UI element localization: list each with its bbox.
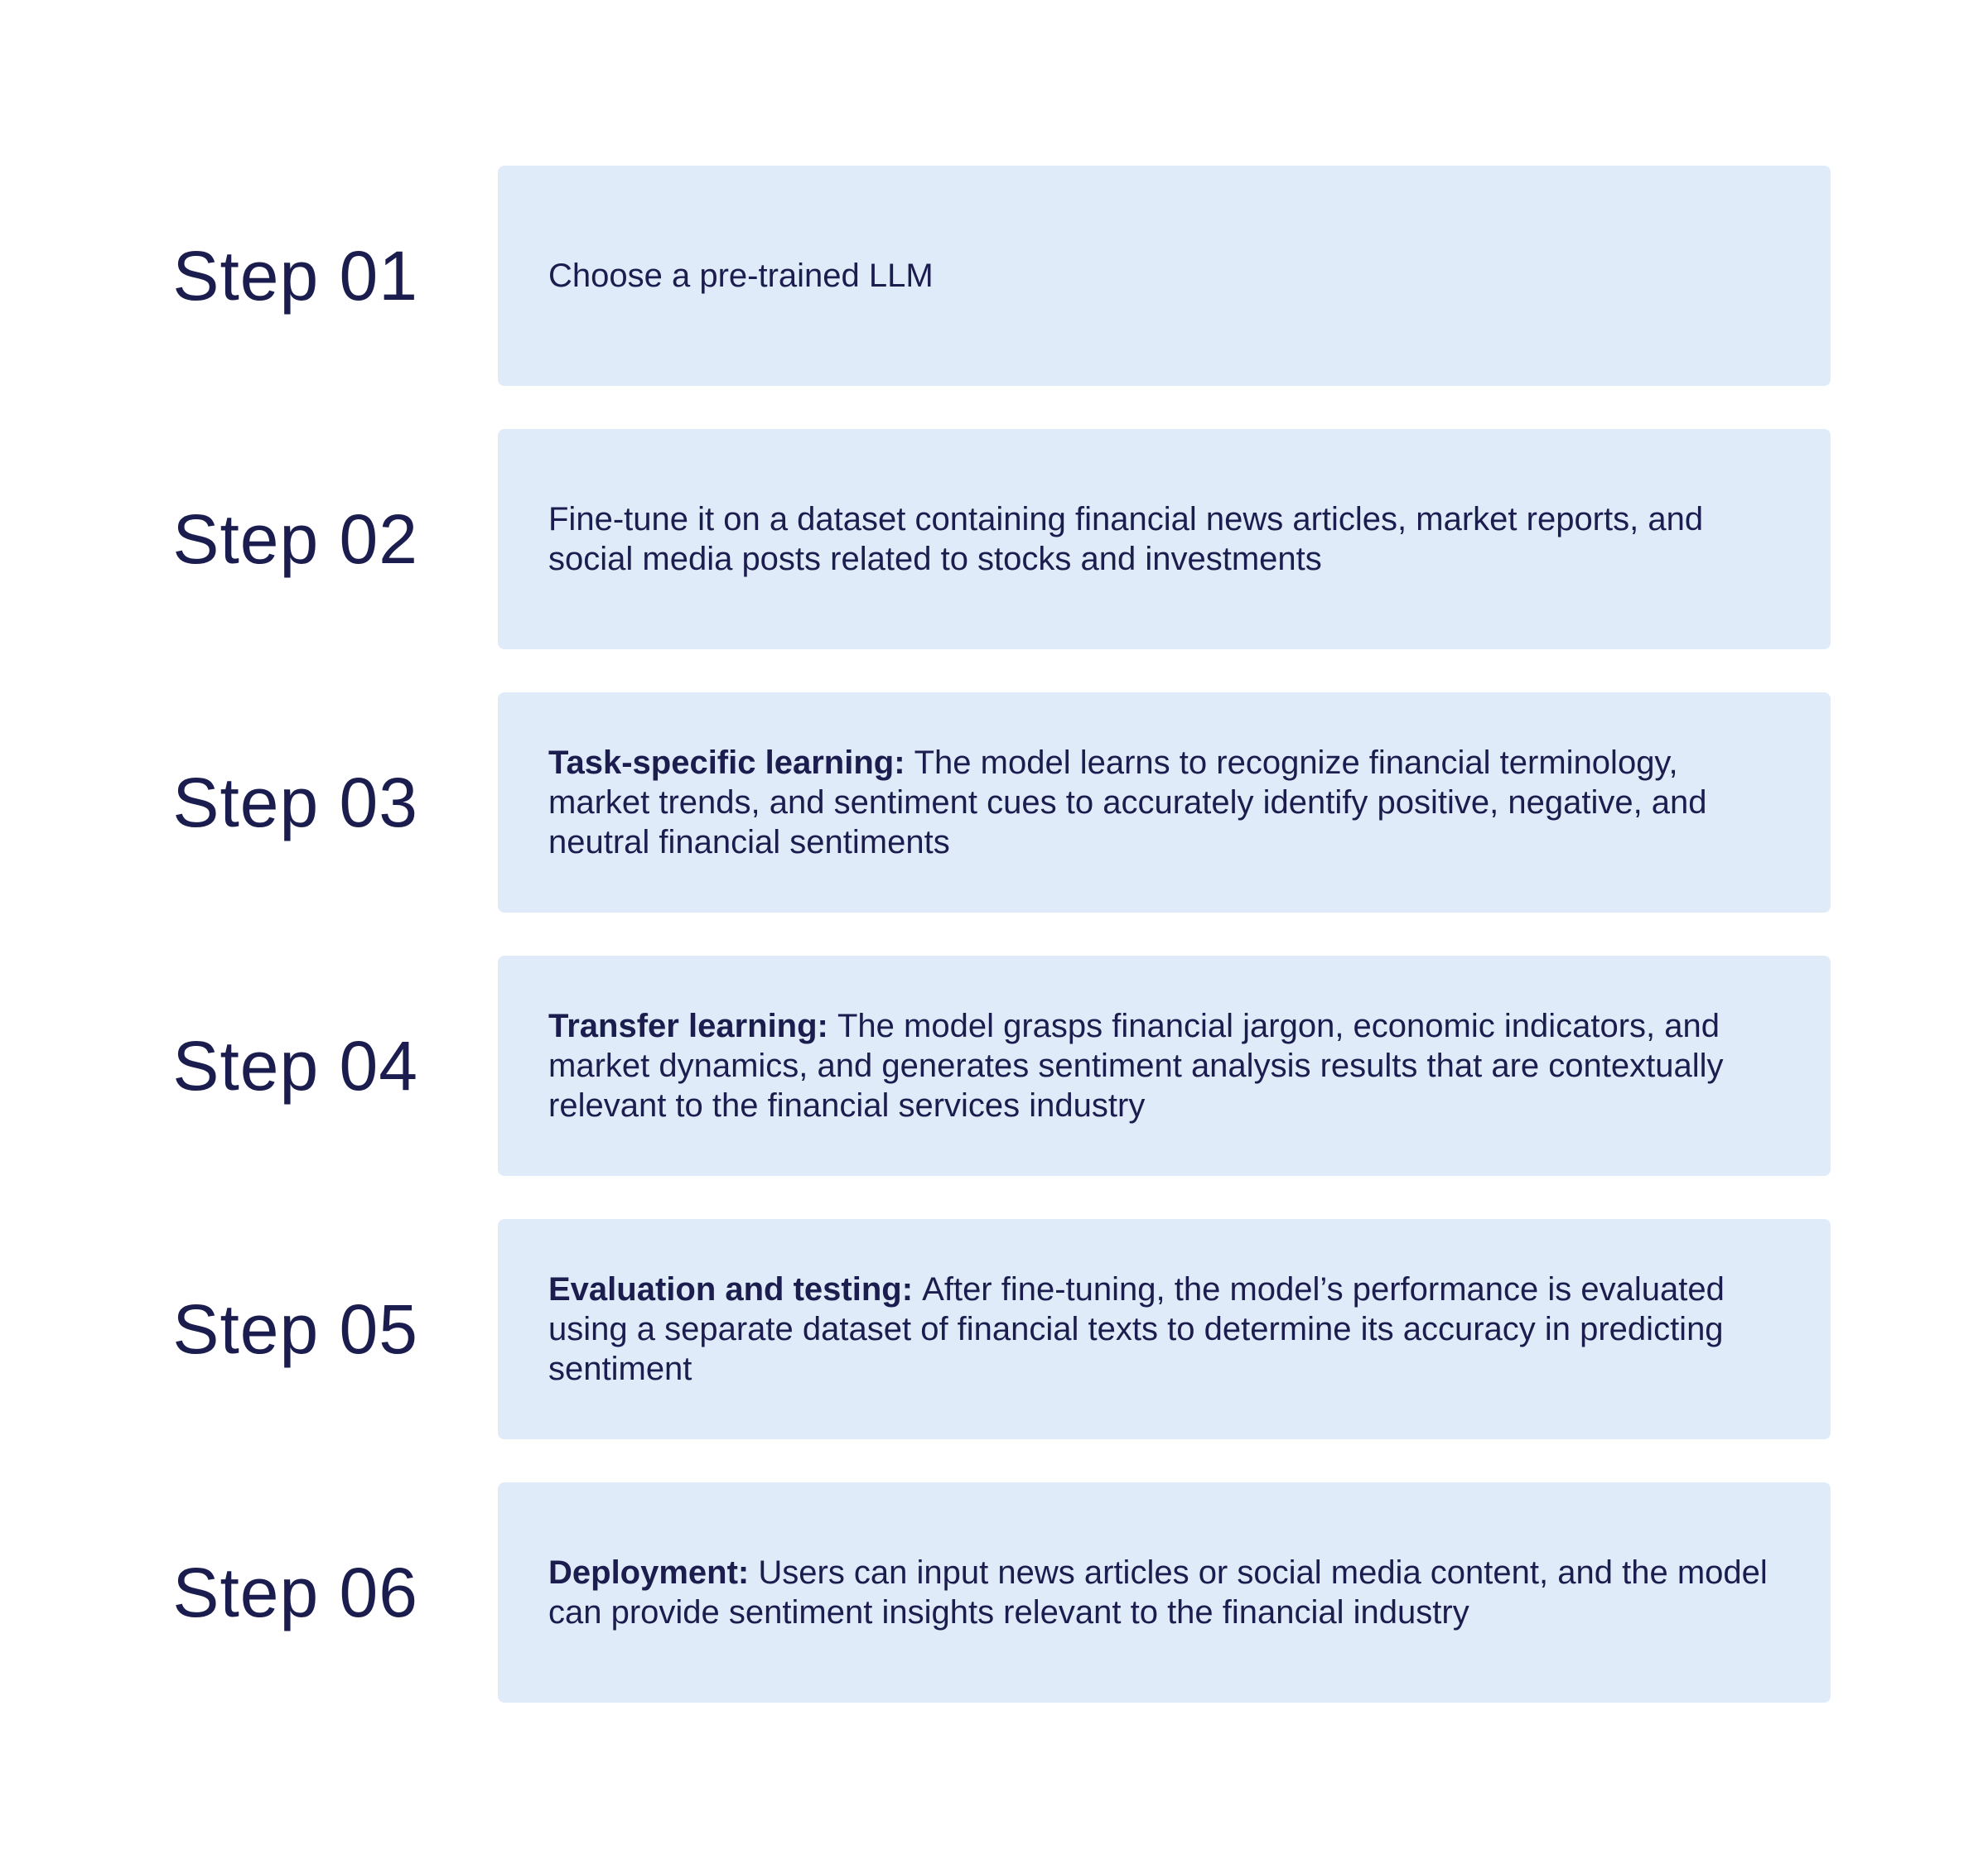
step-label: Step 06 <box>172 1553 418 1631</box>
step-row <box>0 692 1988 913</box>
step-description-bold: Deployment: <box>548 1554 759 1591</box>
step-description-box <box>498 1219 1831 1439</box>
step-description <box>548 1553 1773 1632</box>
step-description-text: Fine-tune it on a dataset containing financial news articles, market reports, and social media posts related to stocks and investments <box>548 501 1704 577</box>
step-description-bold: Transfer learning: <box>548 1008 837 1044</box>
step-description-text: Users can input news articles or social media content, and the model can provide sentiment insights relevant to the financial industry <box>548 1554 1768 1631</box>
step-description-box <box>498 692 1831 913</box>
step-label: Step 01 <box>172 236 418 315</box>
step-description-text: The model grasps financial jargon, economic indicators, and market dynamics, and generates sentiment analysis results that are contextually relevant to the financial services industry <box>548 1008 1724 1124</box>
step-row <box>0 429 1988 649</box>
step-row <box>0 166 1988 386</box>
step-description-text: The model learns to recognize financial terminology, market trends, and sentiment cues to accurately identify positive, negative, and neutral financial sentiments <box>548 744 1707 860</box>
step-label: Step 03 <box>172 763 418 841</box>
step-description-bold: Evaluation and testing: <box>548 1271 923 1308</box>
step-label: Step 04 <box>172 1026 418 1105</box>
steps-list <box>0 166 1988 1746</box>
step-description <box>548 743 1773 862</box>
step-description-bold: Task-specific learning: <box>548 744 914 781</box>
step-description-text: Choose a pre-trained LLM <box>548 258 934 294</box>
step-label: Step 02 <box>172 499 418 578</box>
step-description <box>548 499 1773 579</box>
step-description <box>548 256 934 296</box>
step-description <box>548 1006 1773 1125</box>
step-description-box <box>498 429 1831 649</box>
step-row <box>0 956 1988 1176</box>
step-description <box>548 1270 1773 1389</box>
step-description-box <box>498 166 1831 386</box>
step-description-text: After fine-tuning, the model’s performance is evaluated using a separate dataset of financial texts to determine its accuracy in predicting sentiment <box>548 1271 1725 1387</box>
step-description-box <box>498 1482 1831 1703</box>
step-row <box>0 1219 1988 1439</box>
step-label: Step 05 <box>172 1289 418 1368</box>
step-row <box>0 1482 1988 1703</box>
step-description-box <box>498 956 1831 1176</box>
